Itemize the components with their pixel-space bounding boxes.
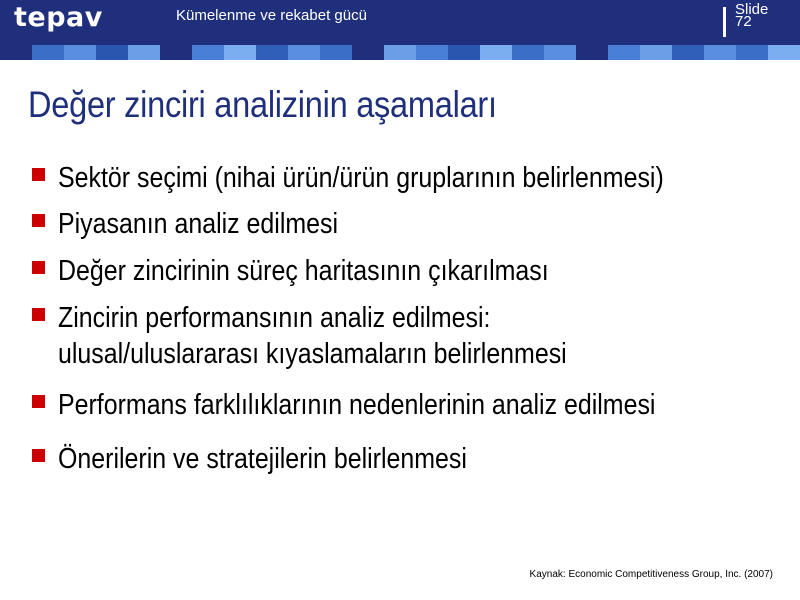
band-segment xyxy=(384,45,416,60)
band-segment xyxy=(448,45,480,60)
band-segment xyxy=(512,45,544,60)
source-footnote: Kaynak: Economic Competitiveness Group, Inc. (2007) xyxy=(529,569,773,580)
band-segment xyxy=(416,45,448,60)
band-segment xyxy=(96,45,128,60)
bullet-text: Önerilerin ve stratejilerin belirlenmesi xyxy=(58,443,467,475)
band-segment xyxy=(544,45,576,60)
decorative-color-band xyxy=(0,45,800,60)
bullet-text: Değer zincirinin süreç haritasının çıkarılması xyxy=(58,255,549,287)
bullet-text: Piyasanın analiz edilmesi xyxy=(58,208,339,240)
band-segment xyxy=(608,45,640,60)
slide-label: Slide xyxy=(735,1,769,18)
bullet-square-icon xyxy=(32,308,45,321)
bullet-square-icon xyxy=(32,214,45,227)
bullet-square-icon xyxy=(32,168,45,181)
band-segment xyxy=(0,45,32,60)
band-segment xyxy=(320,45,352,60)
bullet-square-icon xyxy=(32,395,45,408)
header-title: Kümelenme ve rekabet gücü xyxy=(176,7,367,24)
band-segment xyxy=(32,45,64,60)
band-segment xyxy=(192,45,224,60)
band-segment xyxy=(704,45,736,60)
bullet-text: Performans farklılıklarının nedenlerinin analiz edilmesi xyxy=(58,389,656,421)
tepav-logo: tepav xyxy=(14,2,103,33)
bullet-square-icon xyxy=(32,261,45,274)
band-segment xyxy=(64,45,96,60)
band-segment xyxy=(480,45,512,60)
band-segment xyxy=(288,45,320,60)
slide-separator xyxy=(723,7,726,37)
header-bar xyxy=(0,0,800,45)
bullet-square-icon xyxy=(32,449,45,462)
band-segment xyxy=(672,45,704,60)
band-segment xyxy=(224,45,256,60)
band-segment xyxy=(640,45,672,60)
band-segment xyxy=(256,45,288,60)
band-segment xyxy=(160,45,192,60)
slide-number: 72 xyxy=(735,13,752,30)
band-segment xyxy=(768,45,800,60)
band-segment xyxy=(352,45,384,60)
band-segment xyxy=(576,45,608,60)
bullet-text-continuation: ulusal/uluslararası kıyaslamaların belirlenmesi xyxy=(58,338,567,370)
bullet-text: Sektör seçimi (nihai ürün/ürün gruplarının belirlenmesi) xyxy=(58,162,664,194)
band-segment xyxy=(736,45,768,60)
band-segment xyxy=(128,45,160,60)
slide-heading: Değer zinciri analizinin aşamaları xyxy=(28,84,497,125)
bullet-text: Zincirin performansının analiz edilmesi: xyxy=(58,302,491,334)
